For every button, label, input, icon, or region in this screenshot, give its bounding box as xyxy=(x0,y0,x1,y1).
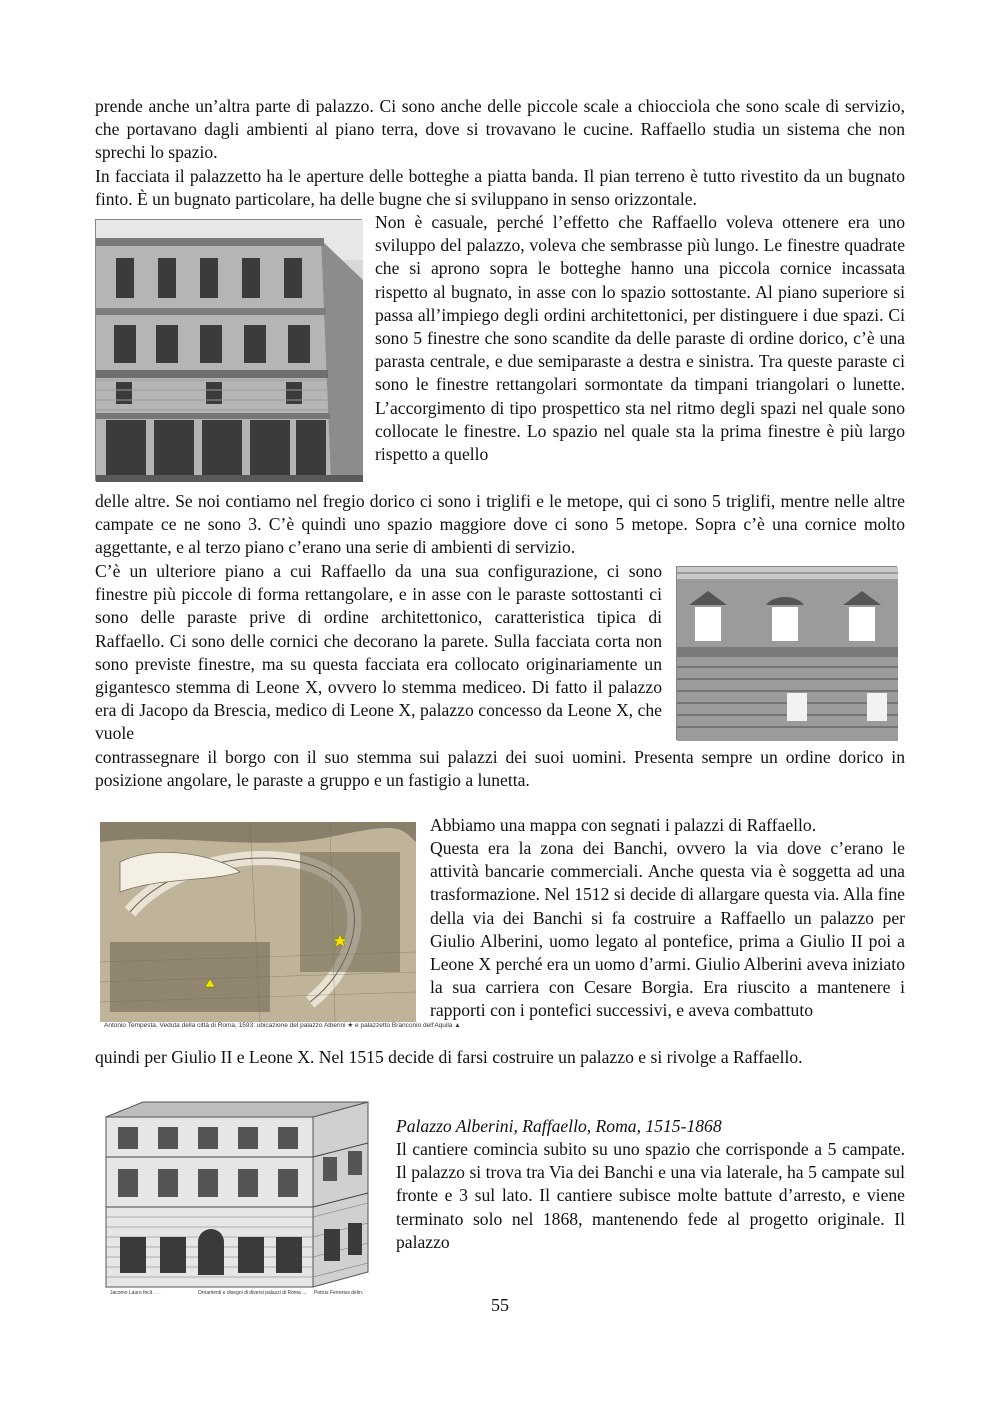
paragraph-4-side: C’è un ulteriore piano a cui Raffaello da una sua configurazione, ci sono finestre più piccole di forma rettangolare, e in asse con le paraste sottostanti ci sono delle paraste prive di ordine architettonico, caratteristica tipica di Raffaello. Ci sono delle cornici che decorano la parete. Sulla facciata corta non sono previste finestre, ma su questa facciata era collocato originariamente un gigantesco stemma di Leone X, ovvero lo stemma mediceo. Di fatto il palazzo era di Jacopo da Brescia, medico di Leone X, palazzo concesso da Leone X, che vuole xyxy=(95,561,662,744)
paragraph-6-side: Il cantiere comincia subito su uno spazio che corrisponde a 5 campate. Il palazzo si trova tra Via dei Banchi e una via laterale, ha 5 campate sul fronte e 3 sul lato. Il cantiere subisce molte battute d’arresto, e viene terminato solo nel 1868, mantenendo fede al progetto originale. Il palazzo xyxy=(396,1139,905,1252)
paragraph-5-side: Questa era la zona dei Banchi, ovvero la via dove c’erano le attività bancarie commerciali. Anche questa via è soggetta ad una trasformazione. Nel 1512 si decide di allargare questa via. Alla fine della via dei Banchi si fa costruire a Raffaello un palazzo per Giulio Alberini, uomo legato al pontefice, prima a Giulio II poi a Leone X perché era un uomo d’armi. Giulio Alberini aveva iniziato la sua carriera con Cesare Borgia. Era riuscito a mantenere i rapporti con i pontefici successivi, e aveva combattuto xyxy=(430,838,905,1021)
paragraph-3-full: delle altre. Se noi contiamo nel fregio dorico ci sono i triglifi e le metope, qui ci sono 5 triglifi, mentre nelle altre campate ce ne sono 3. C’è quindi uno spazio maggiore dove ci sono 5 metope. Sopra c’è una cornice molto aggettante, e al terzo piano c’erano una serie di ambienti di servizio. xyxy=(95,491,905,558)
engraving-credit-left: Jacomo Lauro fecit . . . xyxy=(110,1290,161,1296)
paragraph-3-side: Non è casuale, perché l’effetto che Raffaello voleva ottenere era uno sviluppo del palazzo, voleva che sembrasse più lungo. Le finestre quadrate che si aprono sopra le botteghe hanno una piccola cornice incassata rispetto al bugnato, in asse con lo spazio sottostante. Al piano superiore si passa all’impiego degli ordini architettonici, per distinguere i due spazi. Ci sono 5 finestre che sono scandite da delle paraste di ordine dorico, c’è una parasta centrale, e due semiparaste a destra e sinistra. Tra queste paraste ci sono le finestre rettangolari sormontate da timpani triangolari o lunette. L’accorgimento di tipo prospettico sta nel ritmo degli spazi nel quale sono collocate le finestre. Lo spazio nel quale sta la prima finestre è più largo rispetto a quello xyxy=(375,212,905,465)
palazzo-alberini-engraving xyxy=(98,1097,382,1299)
paragraph-5-full: quindi per Giulio II e Leone X. Nel 1515 decide di farsi costruire un palazzo e si rivolge a Raffaello. xyxy=(95,1047,803,1067)
map-caption: Antonio Tempesta, Veduta della città di Roma, 1593: ubicazione del palazzo Alberini ★ e palazzetto Branconio dell'Aquila ▲ xyxy=(104,1022,461,1029)
rome-map-image xyxy=(100,822,461,1030)
paragraph-4-full: contrassegnare il borgo con il suo stemma sui palazzi dei suoi uomini. Presenta sempre un ordine dorico in posizione angolare, le paraste a gruppo e un fastigio a lunetta. xyxy=(95,747,905,791)
paragraph-5-first-line: Abbiamo una mappa con segnati i palazzi di Raffaello. xyxy=(430,815,817,835)
page-number: 55 xyxy=(491,1295,509,1315)
engraving-credit-right: Petrus Ferrerius delin. xyxy=(314,1290,364,1296)
facade-detail-photo xyxy=(676,566,897,740)
palazzo-facade-photo xyxy=(95,219,362,481)
paragraph-2: In facciata il palazzetto ha le aperture delle botteghe a piatta banda. Il pian terreno è tutto rivestito da un bugnato finto. È un bugnato particolare, ha delle bugne che si sviluppano in senso orizzontale. xyxy=(95,166,905,210)
figure-title: Palazzo Alberini, Raffaello, Roma, 1515-1868 xyxy=(396,1116,722,1136)
engraving-credit-center: Ornamenti e disegni di diversi palazzi di Roma ... xyxy=(198,1290,307,1296)
paragraph-1: prende anche un’altra parte di palazzo. Ci sono anche delle piccole scale a chiocciola che sono scale di servizio, che portavano dagli ambienti al piano terra, dove si trovavano le cucine. Raffaello studia un sistema che non sprechi lo spazio. xyxy=(95,96,905,163)
